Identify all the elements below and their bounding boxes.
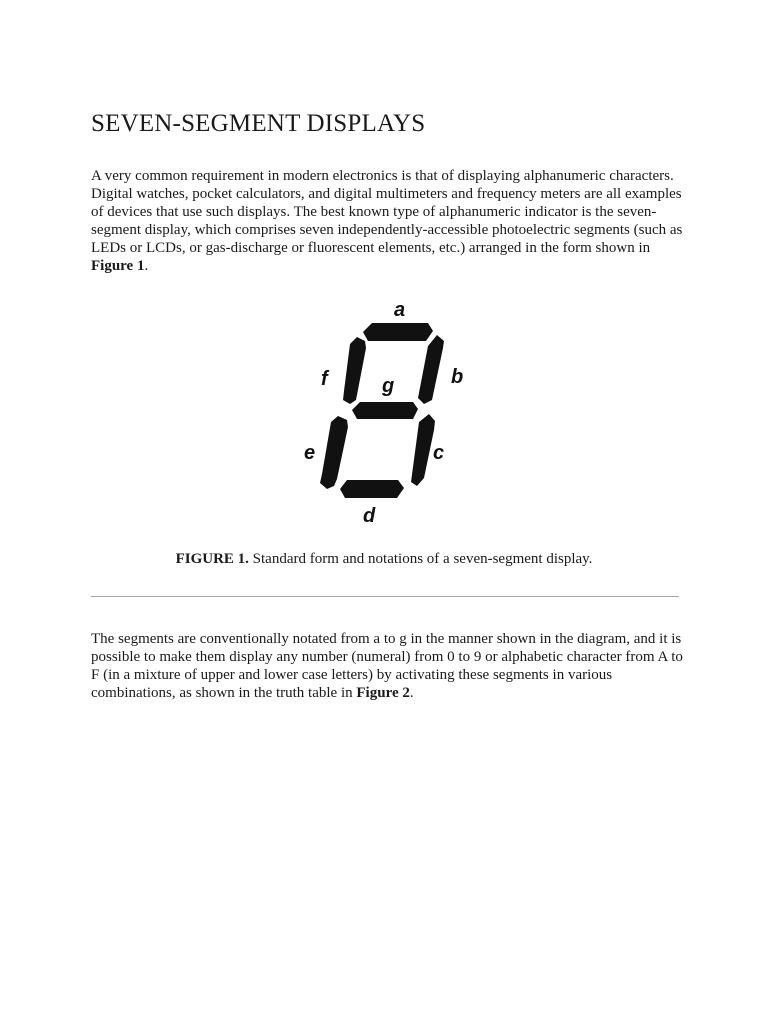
figure-caption-label: FIGURE 1. <box>175 551 249 567</box>
segment-a <box>363 323 433 341</box>
segment-b <box>418 335 444 404</box>
segment-label-b: b <box>451 366 464 388</box>
page-title: SEVEN-SEGMENT DISPLAYS <box>91 110 426 137</box>
seven-segment-figure <box>300 296 470 532</box>
figure-2-reference: Figure 2 <box>356 685 410 701</box>
segment-g <box>352 402 418 419</box>
segment-label-c: c <box>433 442 445 464</box>
segment-label-a: a <box>394 299 406 321</box>
second-paragraph <box>91 630 691 702</box>
segment-label-e: e <box>304 442 316 464</box>
segment-label-d: d <box>363 505 376 527</box>
segment-label-f: f <box>321 368 328 390</box>
intro-text: A very common requirement in modern electronics is that of displaying alphanumeric characters. Digital watches, pocket calculators, and digital multimeters and frequency meters are all examples of devices that use such displays. The best known type of alphanumeric indicator is the seven-segment display, which comprises seven independently-accessible photoelectric segments (such as LEDs or LCDs, or gas-discharge or fluorescent elements, etc.) arranged in the form shown in <box>91 168 683 256</box>
figure-1-reference: Figure 1 <box>91 258 145 274</box>
segment-c <box>411 414 435 486</box>
seven-segment-diagram <box>300 296 470 532</box>
second-paragraph-text-end: . <box>409 685 414 701</box>
figure-caption <box>0 550 768 568</box>
intro-paragraph <box>91 167 691 275</box>
segment-f <box>343 337 366 404</box>
section-divider <box>91 596 679 597</box>
second-paragraph-text: The segments are conventionally notated from a to g in the manner shown in the diagram, and it is possible to make them display any number (numeral) from 0 to 9 or alphabetic character from A to F (in a mixture of upper and lower case letters) by activating these segments in various combinations, as shown in the truth table in <box>91 631 683 701</box>
segment-d <box>340 480 404 498</box>
figure-caption-text: Standard form and notations of a seven-segment display. <box>248 551 593 567</box>
intro-text-end: . <box>144 258 149 274</box>
segment-label-g: g <box>382 375 395 397</box>
segment-e <box>320 416 348 489</box>
